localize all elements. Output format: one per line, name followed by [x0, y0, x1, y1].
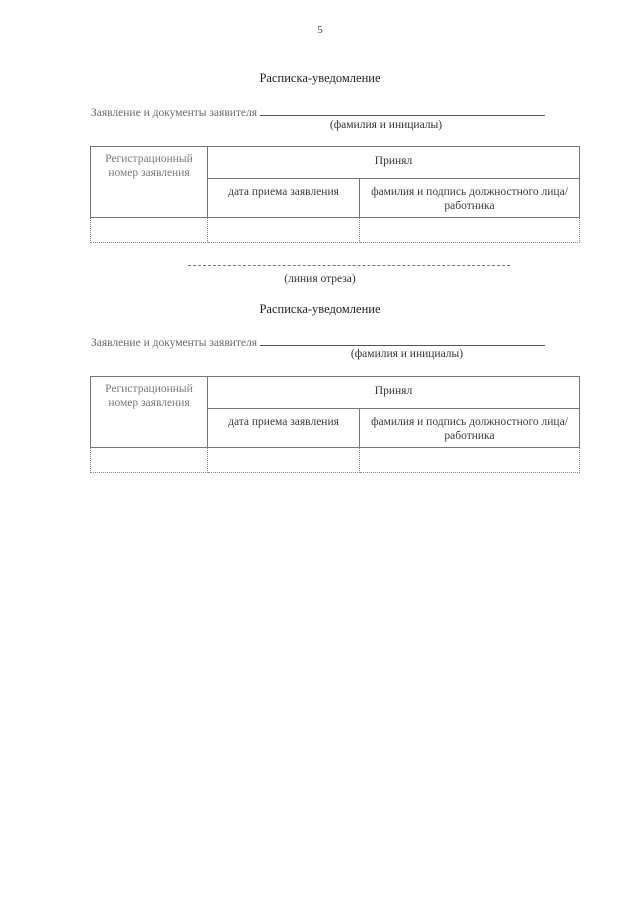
- accepted-header: Принял: [208, 147, 580, 179]
- applicant-name-field[interactable]: [260, 334, 545, 346]
- receipt-title: Расписка-уведомление: [259, 302, 381, 316]
- receipt-table: [90, 146, 580, 243]
- applicant-name-field[interactable]: [260, 104, 545, 116]
- cut-line: [188, 265, 510, 266]
- applicant-line: [91, 104, 545, 119]
- reg-number-cell[interactable]: [91, 218, 208, 243]
- date-cell[interactable]: [208, 448, 360, 473]
- signature-column-header: фамилия и подпись должностного лица/работника: [360, 179, 580, 218]
- accepted-header: Принял: [208, 377, 580, 409]
- date-column-header: дата приема заявления: [208, 179, 360, 218]
- applicant-caption: (фамилия и инициалы): [329, 119, 443, 131]
- signature-cell[interactable]: [360, 448, 580, 473]
- reg-number-header: Регистрационный номер заявления: [91, 377, 208, 448]
- date-column-header: дата приема заявления: [208, 409, 360, 448]
- reg-number-cell[interactable]: [91, 448, 208, 473]
- receipt-title: Расписка-уведомление: [259, 71, 381, 85]
- signature-cell[interactable]: [360, 218, 580, 243]
- applicant-caption: (фамилия и инициалы): [350, 348, 464, 360]
- page-number: 5: [317, 24, 323, 36]
- signature-column-header: фамилия и подпись должностного лица/работника: [360, 409, 580, 448]
- cut-line-label: (линия отреза): [284, 273, 356, 285]
- applicant-label: Заявление и документы заявителя: [91, 337, 258, 349]
- applicant-label: Заявление и документы заявителя: [91, 107, 258, 119]
- applicant-line: [91, 334, 545, 349]
- date-cell[interactable]: [208, 218, 360, 243]
- receipt-table: [90, 376, 580, 473]
- reg-number-header: Регистрационный номер заявления: [91, 147, 208, 218]
